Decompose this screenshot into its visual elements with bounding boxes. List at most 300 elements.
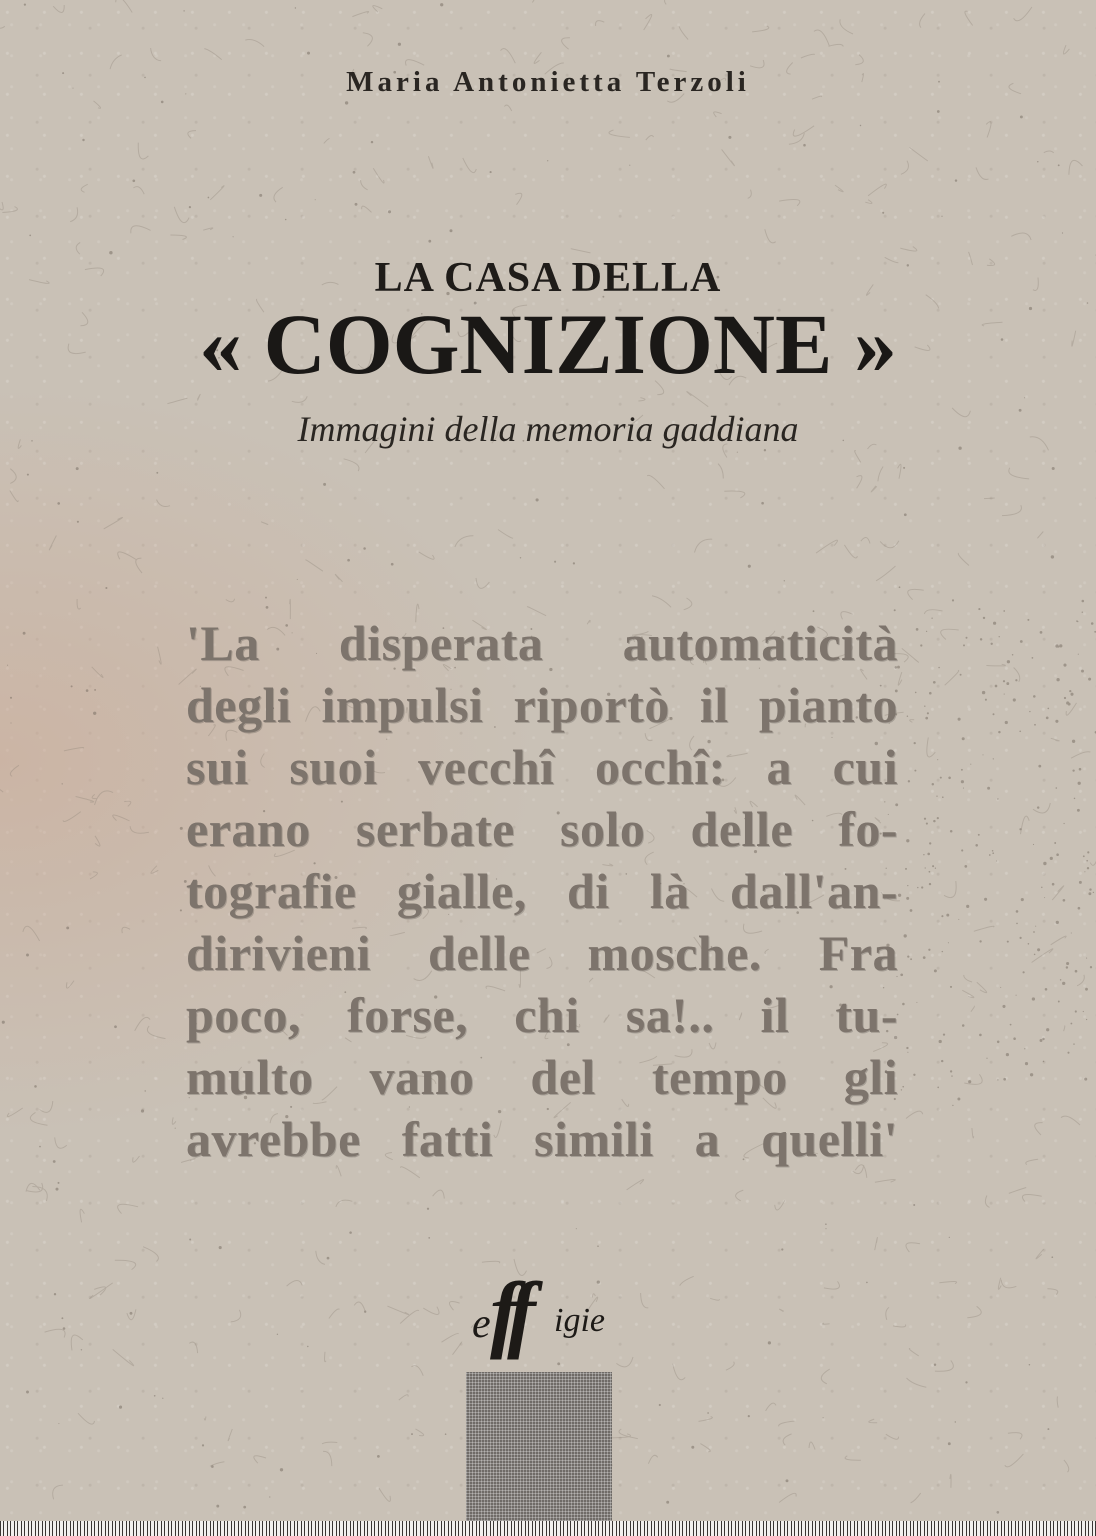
paper-fiber [911, 1493, 921, 1503]
paper-fiber [325, 1352, 326, 1362]
quote-line: degli impulsi riportò il pianto [186, 677, 898, 733]
paper-fiber [204, 1417, 206, 1421]
paper-speck [34, 1085, 37, 1088]
publisher-logo-e: e [472, 1301, 491, 1347]
paper-fiber [1008, 1433, 1022, 1440]
paper-fiber [476, 578, 489, 588]
paper-speck [1015, 679, 1017, 681]
paper-speck [993, 622, 996, 625]
paper-speck [902, 1086, 904, 1088]
paper-fiber [646, 135, 654, 140]
paper-speck [1051, 555, 1054, 558]
paper-speck [216, 1505, 219, 1508]
paper-fiber [562, 38, 570, 49]
paper-fiber [902, 648, 919, 662]
paper-speck [948, 1442, 951, 1445]
paper-fiber [449, 1302, 459, 1311]
paper-fiber [944, 881, 956, 897]
paper-speck [996, 1511, 999, 1514]
paper-speck [1023, 971, 1025, 973]
paper-speck [914, 770, 916, 772]
paper-speck [924, 818, 926, 820]
paper-fiber [908, 589, 924, 599]
paper-fiber [616, 1357, 633, 1367]
paper-speck [1000, 987, 1001, 988]
paper-speck [554, 561, 556, 563]
paper-fiber [1064, 1460, 1069, 1472]
paper-speck [211, 1465, 214, 1468]
paper-speck [130, 1312, 133, 1315]
paper-fiber [779, 199, 800, 205]
paper-fiber [40, 1101, 53, 1112]
paper-fiber [679, 26, 688, 39]
paper-speck [910, 958, 912, 960]
paper-speck [1060, 979, 1061, 980]
paper-speck [1070, 693, 1073, 696]
paper-speck [906, 839, 909, 842]
paper-fiber [998, 1278, 1001, 1290]
paper-speck [882, 212, 884, 214]
paper-fiber [673, 1364, 686, 1380]
paper-fiber [515, 193, 522, 204]
paper-fiber [950, 1474, 951, 1487]
paper-speck [916, 1002, 917, 1003]
paper-speck [1077, 621, 1078, 622]
paper-fiber [865, 200, 872, 204]
paper-fiber [1052, 886, 1064, 900]
paper-fiber [261, 522, 268, 525]
paper-fiber [1069, 160, 1083, 174]
paper-speck [1091, 622, 1094, 625]
paper-fiber [104, 517, 123, 528]
paper-speck [996, 860, 997, 861]
paper-speck [929, 871, 931, 873]
paper-speck [961, 769, 963, 771]
paper-fiber [801, 54, 815, 58]
paper-fiber [1011, 233, 1031, 240]
quote-line: dirivieni delle mosche. Fra [186, 925, 898, 981]
paper-speck [950, 986, 952, 988]
paper-speck [984, 898, 987, 901]
paper-speck [53, 1160, 56, 1163]
paper-speck [899, 586, 901, 588]
paper-speck [823, 1417, 824, 1418]
paper-fiber [138, 143, 148, 159]
paper-speck [1058, 164, 1060, 166]
paper-fiber [354, 1302, 365, 1311]
paper-fiber [133, 187, 144, 195]
paper-speck [2, 1021, 5, 1024]
paper-fiber [901, 161, 909, 175]
paper-speck [427, 1208, 429, 1210]
paper-speck [391, 563, 394, 566]
paper-speck [1070, 1023, 1072, 1025]
paper-fiber [92, 667, 103, 678]
paper-fiber [1035, 1123, 1043, 1135]
paper-fiber [210, 186, 224, 200]
paper-fiber [30, 1112, 47, 1125]
paper-fiber [118, 1204, 138, 1213]
paper-fiber [158, 647, 162, 664]
paper-speck [56, 1188, 59, 1191]
paper-fiber [245, 40, 264, 47]
paper-fiber [1009, 468, 1029, 479]
paper-fiber [1051, 936, 1066, 945]
paper-speck [398, 43, 401, 46]
paper-fiber [1033, 803, 1050, 813]
paper-speck [547, 160, 548, 161]
paper-speck [1029, 711, 1030, 712]
paper-speck [975, 844, 978, 847]
paper-speck [353, 171, 356, 174]
paper-fiber [1038, 532, 1044, 538]
paper-speck [1066, 962, 1069, 965]
paper-speck [1056, 787, 1058, 789]
paper-fiber [986, 664, 1005, 666]
paper-fiber [927, 737, 935, 757]
paper-fiber [752, 26, 769, 32]
paper-speck [1082, 600, 1085, 603]
paper-fiber [113, 815, 130, 821]
paper-speck [154, 1395, 156, 1397]
paper-fiber [26, 1183, 40, 1191]
paper-speck [10, 722, 11, 723]
paper-speck [997, 1079, 998, 1080]
paper-speck [761, 502, 764, 505]
paper-fiber [53, 1485, 63, 1499]
paper-fiber [1066, 703, 1076, 715]
paper-speck [748, 565, 751, 568]
paper-fiber [442, 1334, 459, 1343]
paper-fiber [855, 55, 863, 65]
paper-speck [907, 716, 908, 717]
paper-speck [1087, 851, 1089, 853]
paper-fiber [116, 0, 133, 12]
paper-speck [933, 681, 936, 684]
paper-speck [960, 674, 962, 676]
paper-fiber [1044, 151, 1054, 153]
paper-speck [983, 617, 985, 619]
paper-fiber [907, 1378, 927, 1387]
paper-fiber [964, 975, 972, 982]
paper-speck [297, 579, 298, 580]
paper-fiber [433, 1190, 445, 1198]
paper-speck [364, 1311, 366, 1313]
paper-speck [985, 699, 987, 701]
paper-speck [942, 951, 943, 952]
paper-fiber [835, 185, 843, 192]
paper-speck [923, 956, 926, 959]
paper-speck [1063, 823, 1064, 824]
paper-fiber [695, 539, 713, 552]
paper-fiber [710, 1298, 719, 1300]
paper-fiber [32, 1187, 47, 1202]
paper-speck [992, 852, 994, 854]
paper-speck [1069, 690, 1071, 692]
paper-fiber [844, 545, 857, 558]
paper-speck [825, 1223, 827, 1225]
paper-speck [1072, 769, 1074, 771]
paper-fiber [45, 1329, 65, 1337]
paper-fiber [501, 49, 516, 64]
paper-speck [285, 219, 287, 221]
paper-speck [691, 1446, 694, 1449]
paper-speck [1021, 898, 1024, 901]
paper-speck [982, 754, 983, 755]
paper-speck [1063, 899, 1066, 902]
paper-speck [1010, 1024, 1012, 1026]
paper-fiber [714, 112, 722, 117]
paper-speck [1047, 708, 1049, 710]
paper-fiber [306, 560, 323, 571]
paper-speck [987, 787, 990, 790]
paper-fiber [779, 1493, 796, 1502]
paper-speck [926, 823, 928, 825]
paper-speck [63, 1327, 66, 1330]
paper-speck [993, 713, 995, 715]
paper-speck [995, 685, 998, 688]
paper-speck [941, 915, 943, 917]
paper-speck [917, 887, 918, 888]
paper-speck [189, 206, 191, 208]
paper-fiber [80, 1209, 84, 1222]
paper-fiber [203, 228, 213, 230]
paper-speck [786, 1479, 789, 1482]
paper-speck [916, 628, 919, 631]
paper-fiber [855, 451, 861, 463]
paper-fiber [151, 48, 162, 61]
paper-speck [1013, 698, 1016, 701]
paper-speck [105, 587, 107, 589]
paper-speck [666, 1501, 669, 1504]
paper-speck [937, 817, 939, 819]
paper-fiber [95, 836, 100, 846]
paper-speck [768, 1341, 771, 1344]
paper-fiber [869, 1419, 877, 1423]
paper-fiber [824, 1281, 840, 1289]
paper-fiber [231, 1310, 241, 1322]
paper-fiber [718, 464, 723, 479]
paper-fiber [783, 1434, 791, 1445]
paper-speck [914, 742, 916, 744]
paper-speck [929, 883, 931, 885]
paper-speck [901, 1089, 902, 1090]
paper-speck [1089, 888, 1091, 890]
paper-speck [928, 949, 930, 951]
paper-fiber [63, 812, 81, 822]
paper-speck [937, 759, 938, 760]
paper-fiber [964, 1074, 982, 1084]
paper-speck [825, 1228, 826, 1229]
paper-fiber [974, 926, 994, 931]
paper-speck [781, 1248, 783, 1250]
paper-fiber [1005, 1454, 1024, 1467]
paper-speck [1002, 1005, 1005, 1008]
paper-speck [175, 1128, 176, 1129]
paper-speck [265, 597, 267, 599]
paper-speck [737, 452, 738, 453]
paper-fiber [1026, 1159, 1038, 1164]
paper-fiber [0, 20, 5, 28]
paper-fiber [972, 1128, 974, 1138]
paper-fiber [254, 1456, 266, 1463]
paper-fiber [627, 1179, 644, 1189]
paper-speck [1024, 1048, 1025, 1049]
paper-speck [119, 1406, 122, 1409]
paper-speck [932, 865, 934, 867]
paper-speck [950, 830, 953, 833]
paper-speck [24, 3, 26, 5]
paper-speck [1019, 828, 1021, 830]
paper-fiber [188, 131, 196, 139]
paper-speck [958, 919, 959, 920]
paper-fiber [939, 1281, 956, 1283]
paper-speck [61, 1317, 63, 1319]
paper-fiber [1021, 816, 1030, 834]
paper-speck [1071, 932, 1072, 933]
paper-fiber [971, 1006, 975, 1012]
paper-fiber [94, 1287, 106, 1295]
paper-speck [1081, 670, 1084, 673]
paper-speck [1027, 619, 1029, 621]
paper-fiber [868, 184, 886, 196]
paper-speck [81, 1349, 82, 1350]
paper-fiber [886, 1307, 889, 1320]
paper-speck [280, 1468, 283, 1471]
publisher-logo-ff: ff [490, 1264, 526, 1360]
paper-speck [1038, 765, 1041, 768]
paper-speck [906, 897, 909, 900]
paper-speck [1035, 926, 1036, 927]
paper-fiber [197, 394, 200, 400]
paper-speck [803, 144, 806, 147]
paper-fiber [910, 720, 915, 723]
paper-fiber [648, 1455, 657, 1463]
paper-fiber [898, 672, 902, 685]
paper-fiber [976, 167, 989, 179]
paper-fiber [748, 190, 752, 199]
paper-fiber [70, 207, 77, 221]
paper-speck [1054, 842, 1056, 844]
paper-speck [1012, 654, 1014, 656]
paper-fiber [136, 558, 142, 573]
paper-speck [941, 1060, 943, 1062]
paper-speck [233, 236, 234, 237]
paper-fiber [292, 396, 307, 402]
paper-fiber [329, 1309, 340, 1319]
paper-fiber [64, 747, 84, 750]
paper-speck [1020, 640, 1023, 643]
paper-speck [1007, 941, 1009, 943]
paper-fiber [147, 1026, 165, 1039]
paper-speck [979, 1034, 982, 1037]
paper-fiber [0, 786, 3, 793]
paper-fiber [95, 791, 114, 805]
paper-speck [907, 885, 908, 886]
paper-fiber [324, 139, 330, 144]
paper-speck [968, 1080, 971, 1083]
paper-speck [573, 562, 575, 564]
paper-fiber [344, 459, 359, 471]
paper-speck [910, 909, 913, 912]
paper-fiber [571, 249, 590, 253]
paper-speck [1056, 921, 1059, 924]
paper-speck [933, 820, 935, 822]
paper-speck [1074, 798, 1076, 800]
paper-fiber [647, 475, 664, 488]
quote-line: multo vano del tempo gli [186, 1049, 898, 1105]
paper-fiber [81, 184, 88, 192]
paper-fiber [94, 101, 101, 108]
paper-fiber [736, 1190, 744, 1201]
paper-speck [26, 1391, 29, 1394]
paper-fiber [845, 1456, 861, 1460]
paper-speck [936, 796, 937, 797]
paper-speck [927, 712, 929, 714]
paper-speck [156, 472, 158, 474]
paper-speck [929, 842, 931, 844]
paper-fiber [10, 491, 18, 502]
paper-speck [277, 1334, 278, 1335]
paper-speck [189, 1239, 191, 1241]
paper-speck [1056, 853, 1059, 856]
paper-fiber [204, 49, 221, 60]
paper-speck [1084, 871, 1085, 872]
paper-speck [913, 1204, 915, 1206]
paper-speck [920, 644, 922, 646]
paper-speck [908, 780, 910, 782]
paper-speck [327, 1257, 330, 1260]
paper-fiber [909, 1348, 918, 1355]
paper-fiber [871, 486, 877, 492]
paper-fiber [821, 1369, 829, 1384]
paper-speck [926, 631, 927, 632]
paper-speck [965, 1381, 967, 1383]
paper-speck [1034, 724, 1036, 726]
paper-speck [219, 1246, 222, 1249]
paper-speck [1084, 1078, 1087, 1081]
paper-fiber [189, 1342, 197, 1353]
paper-speck [964, 865, 967, 868]
paper-speck [904, 513, 907, 516]
paper-speck [906, 1047, 908, 1049]
paper-speck [450, 229, 453, 232]
title-line-1: LA CASA DELLA [374, 255, 722, 301]
paper-fiber [49, 536, 56, 550]
paper-fiber [157, 500, 171, 507]
paper-fiber [935, 1360, 953, 1371]
paper-speck [935, 868, 936, 869]
paper-speck [162, 1398, 163, 1399]
paper-fiber [910, 147, 928, 161]
paper-speck [898, 894, 901, 897]
paper-speck [667, 55, 670, 58]
paper-fiber [363, 33, 373, 47]
paper-speck [934, 969, 937, 972]
paper-speck [963, 644, 965, 646]
paper-speck [26, 954, 29, 957]
paper-speck [1059, 644, 1062, 647]
paper-speck [958, 718, 961, 721]
paper-fiber [504, 105, 511, 111]
paper-speck [71, 685, 73, 687]
paper-speck [1085, 988, 1088, 991]
paper-fiber [498, 530, 513, 539]
paper-speck [1090, 966, 1092, 968]
paper-speck [955, 1421, 956, 1422]
paper-speck [997, 798, 998, 799]
paper-speck [1086, 860, 1088, 862]
